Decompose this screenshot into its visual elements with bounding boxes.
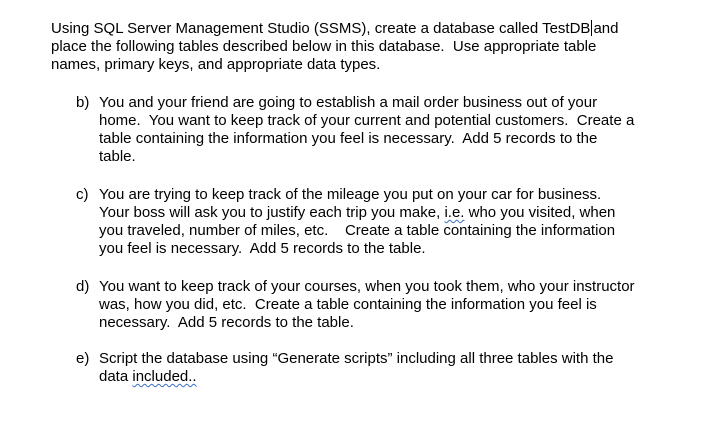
intro-line-2: place the following tables described below in this database. Use appropriate table xyxy=(51,38,597,55)
item-c-line-2-end: who you visited, when xyxy=(464,204,616,221)
item-c-line-4: you feel is necessary. Add 5 records to the table. xyxy=(99,240,426,257)
item-e-line-2-start: data xyxy=(99,368,133,385)
item-c-line-2 xyxy=(99,204,615,222)
intro-line-1-text: Using SQL Server Management Studio (SSMS), create a database called TestDB xyxy=(51,20,591,37)
intro-line-1 xyxy=(51,20,618,38)
item-e-line-1: Script the database using “Generate scripts” including all three tables with the xyxy=(99,350,614,367)
item-d-line-1: You want to keep track of your courses, when you took them, who your instructor xyxy=(99,278,635,295)
item-d-line-2: was, how you did, etc. Create a table containing the information you feel is xyxy=(99,296,597,313)
list-marker-d: d) xyxy=(76,278,90,295)
list-marker-e: e) xyxy=(76,350,90,367)
item-b-line-1: You and your friend are going to establish a mail order business out of your xyxy=(99,94,598,111)
item-c-line-3: you traveled, number of miles, etc. Create a table containing the information xyxy=(99,222,616,239)
item-c-line-1: You are trying to keep track of the mileage you put on your car for business. xyxy=(99,186,602,203)
list-marker-c: c) xyxy=(76,186,89,203)
item-d-line-3: necessary. Add 5 records to the table. xyxy=(99,314,354,331)
intro-line-1-tail: and xyxy=(593,20,619,37)
item-b-line-2: home. You want to keep track of your current and potential customers. Create a xyxy=(99,112,635,129)
spellcheck-marked-word[interactable]: i.e. xyxy=(444,204,465,221)
spellcheck-marked-word[interactable]: included.. xyxy=(132,368,197,385)
item-b-line-3: table containing the information you feel is necessary. Add 5 records to the xyxy=(99,130,598,147)
list-marker-b: b) xyxy=(76,94,90,111)
item-b-line-4: table. xyxy=(99,148,136,165)
intro-line-3: names, primary keys, and appropriate data types. xyxy=(51,56,381,73)
item-c-line-2-start: Your boss will ask you to justify each trip you make, xyxy=(99,204,445,221)
item-e-line-2 xyxy=(99,368,197,386)
